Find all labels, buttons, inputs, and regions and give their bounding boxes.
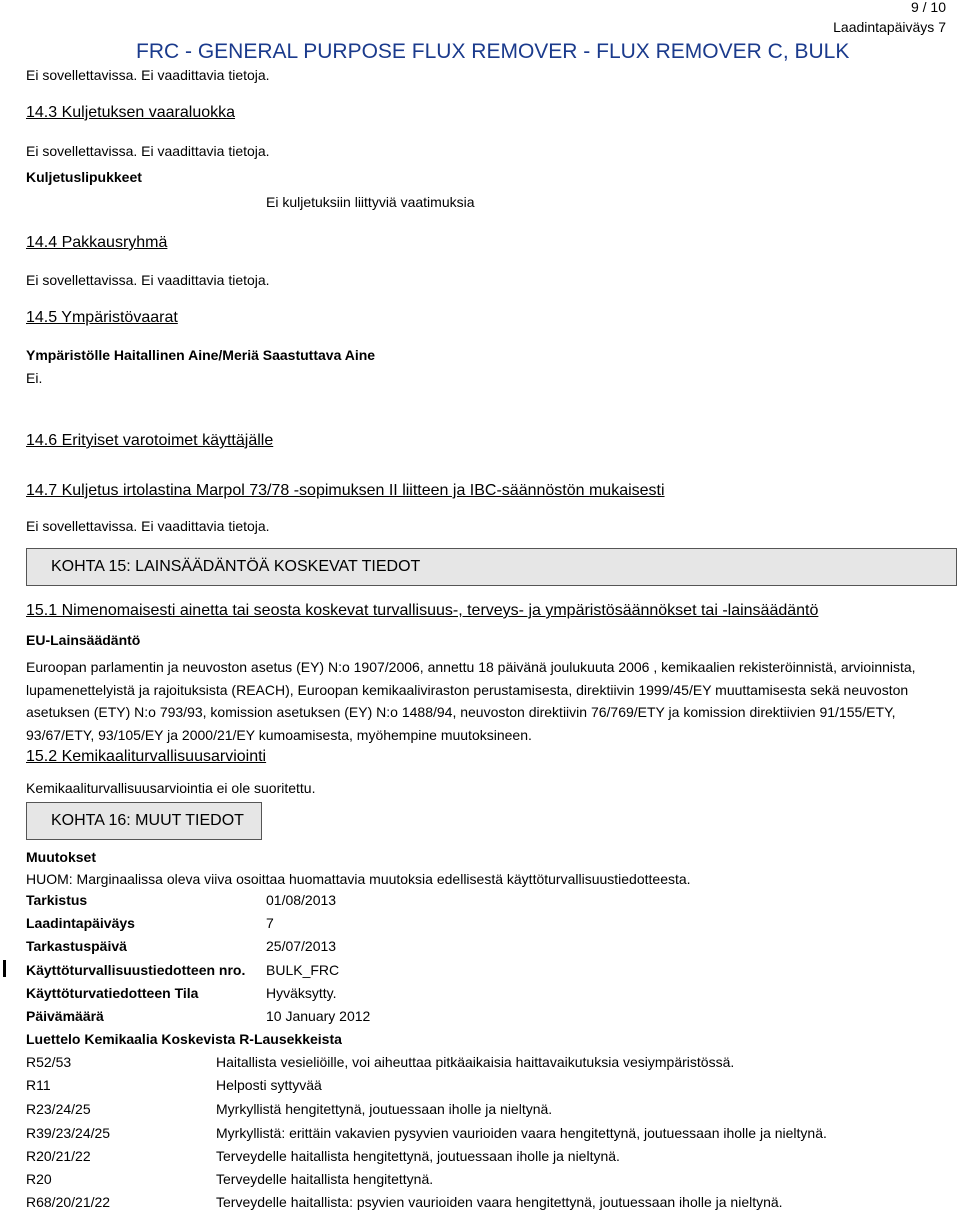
field-label: Käyttöturvallisuustiedotteen nro. — [26, 962, 246, 978]
heading-14-5: 14.5 Ympäristövaarat — [26, 309, 178, 326]
environmental-hazard-value: Ei. — [26, 370, 43, 386]
field-label: Tarkastuspäivä — [26, 938, 127, 954]
transport-labels-heading: Kuljetuslipukkeet — [26, 169, 142, 185]
section-15-band — [26, 548, 957, 586]
r-phrase-code: R52/53 — [26, 1054, 72, 1070]
document-title: FRC - GENERAL PURPOSE FLUX REMOVER - FLUX REMOVER C, BULK — [136, 40, 850, 63]
r-phrase-code: R68/20/21/22 — [26, 1194, 111, 1210]
field-label: Käyttöturvatiedotteen Tila — [26, 985, 199, 1001]
field-value: BULK_FRC — [266, 962, 340, 978]
r-phrase-code: R23/24/25 — [26, 1101, 91, 1117]
heading-15-1: 15.1 Nimenomaisesti ainetta tai seosta koskevat turvallisuus-, terveys- ja ympäristösäännökset tai -lainsäädäntö — [26, 602, 819, 619]
r-phrase-text: Helposti syttyvää — [216, 1077, 322, 1093]
field-value: Hyväksytty. — [266, 985, 337, 1001]
section-16-band — [26, 802, 262, 840]
text-14-7: Ei sovellettavissa. Ei vaadittavia tietoja. — [26, 518, 270, 534]
r-phrase-text: Myrkyllistä hengitettynä, joutuessaan iholle ja nieltynä. — [216, 1101, 553, 1117]
change-margin-bar — [3, 960, 6, 977]
section-16-title: KOHTA 16: MUUT TIEDOT — [51, 812, 244, 829]
field-value: 01/08/2013 — [266, 892, 337, 908]
transport-labels-value: Ei kuljetuksiin liittyviä vaatimuksia — [266, 194, 475, 210]
heading-14-4: 14.4 Pakkausryhmä — [26, 234, 168, 251]
r-phrase-text: Terveydelle haitallista hengitettynä, joutuessaan iholle ja nieltynä. — [216, 1148, 620, 1164]
r-phrase-code: R20/21/22 — [26, 1148, 91, 1164]
r-phrase-text: Myrkyllistä: erittäin vakavien pysyvien vaurioiden vaara hengitettynä, joutuessaan iholle ja nieltynä. — [216, 1125, 827, 1141]
field-label: Tarkistus — [26, 892, 88, 908]
r-phrase-text: Terveydelle haitallista hengitettynä. — [216, 1171, 434, 1187]
text-15-2: Kemikaaliturvallisuusarviointia ei ole suoritettu. — [26, 780, 316, 796]
section-15-title: KOHTA 15: LAINSÄÄDÄNTÖÄ KOSKEVAT TIEDOT — [51, 558, 421, 575]
r-phrase-code: R11 — [26, 1077, 51, 1093]
r-phrase-text: Haitallista vesieliöille, voi aiheuttaa pitkäaikaisia haittavaikutuksia vesiympäristössä. — [216, 1054, 735, 1070]
changes-heading: Muutokset — [26, 849, 96, 865]
environmental-hazard-label: Ympäristölle Haitallinen Aine/Meriä Saastuttava Aine — [26, 347, 376, 363]
text-14-4: Ei sovellettavissa. Ei vaadittavia tietoja. — [26, 272, 270, 288]
heading-14-3: 14.3 Kuljetuksen vaaraluokka — [26, 104, 236, 121]
eu-legislation-paragraph: Euroopan parlamentin ja neuvoston asetus (EY) N:o 1907/2006, annettu 18 päivänä joulukuuta 2006 , kemikaalien rekisteröinnistä, arvioinnista, lupamenettelyistä ja rajoituksista (REACH), Euroopan kemikaaliviraston perustamisesta, direktiivin 1999/45/EY muuttamisesta sekä neuvoston asetuksen (ETY) N:o 793/93, komission asetuksen (EY) N:o 1488/94, neuvoston direktiivin 76/769/ETY ja komission direktiivien 91/155/ETY, 93/67/ETY, 93/105/EY ja 2000/21/EY kumoamisesta, myöhempine muutoksineen. — [26, 659, 916, 743]
heading-14-7: 14.7 Kuljetus irtolastina Marpol 73/78 -sopimuksen II liitteen ja IBC-säännöstön mukaisesti — [26, 482, 665, 499]
text-14-3: Ei sovellettavissa. Ei vaadittavia tietoja. — [26, 143, 270, 159]
r-phrase-text: Terveydelle haitallista: psyvien vaurioiden vaara hengitettynä, joutuessaan iholle ja nieltynä. — [216, 1194, 783, 1210]
changes-text: HUOM: Marginaalissa oleva viiva osoittaa huomattavia muutoksia edellisestä käyttöturvallisuustiedotteesta. — [26, 871, 691, 887]
section-14-top-text: Ei sovellettavissa. Ei vaadittavia tietoja. — [26, 67, 270, 83]
field-value: 25/07/2013 — [266, 938, 337, 954]
r-phrases-heading: Luettelo Kemikaalia Koskevista R-Lausekkeista — [26, 1031, 342, 1047]
field-value: 10 January 2012 — [266, 1008, 371, 1024]
field-value: 7 — [266, 915, 274, 931]
eu-legislation-heading: EU-Lainsäädäntö — [26, 632, 141, 648]
heading-15-2: 15.2 Kemikaaliturvallisuusarviointi — [26, 748, 267, 765]
field-label: Laadintapäiväys — [26, 915, 135, 931]
field-label: Päivämäärä — [26, 1008, 104, 1024]
r-phrase-code: R20 — [26, 1171, 52, 1187]
revision-label: Laadintapäiväys 7 — [833, 19, 946, 35]
r-phrase-code: R39/23/24/25 — [26, 1125, 111, 1141]
heading-14-6: 14.6 Erityiset varotoimet käyttäjälle — [26, 432, 274, 449]
page-number: 9 / 10 — [910, 0, 946, 15]
